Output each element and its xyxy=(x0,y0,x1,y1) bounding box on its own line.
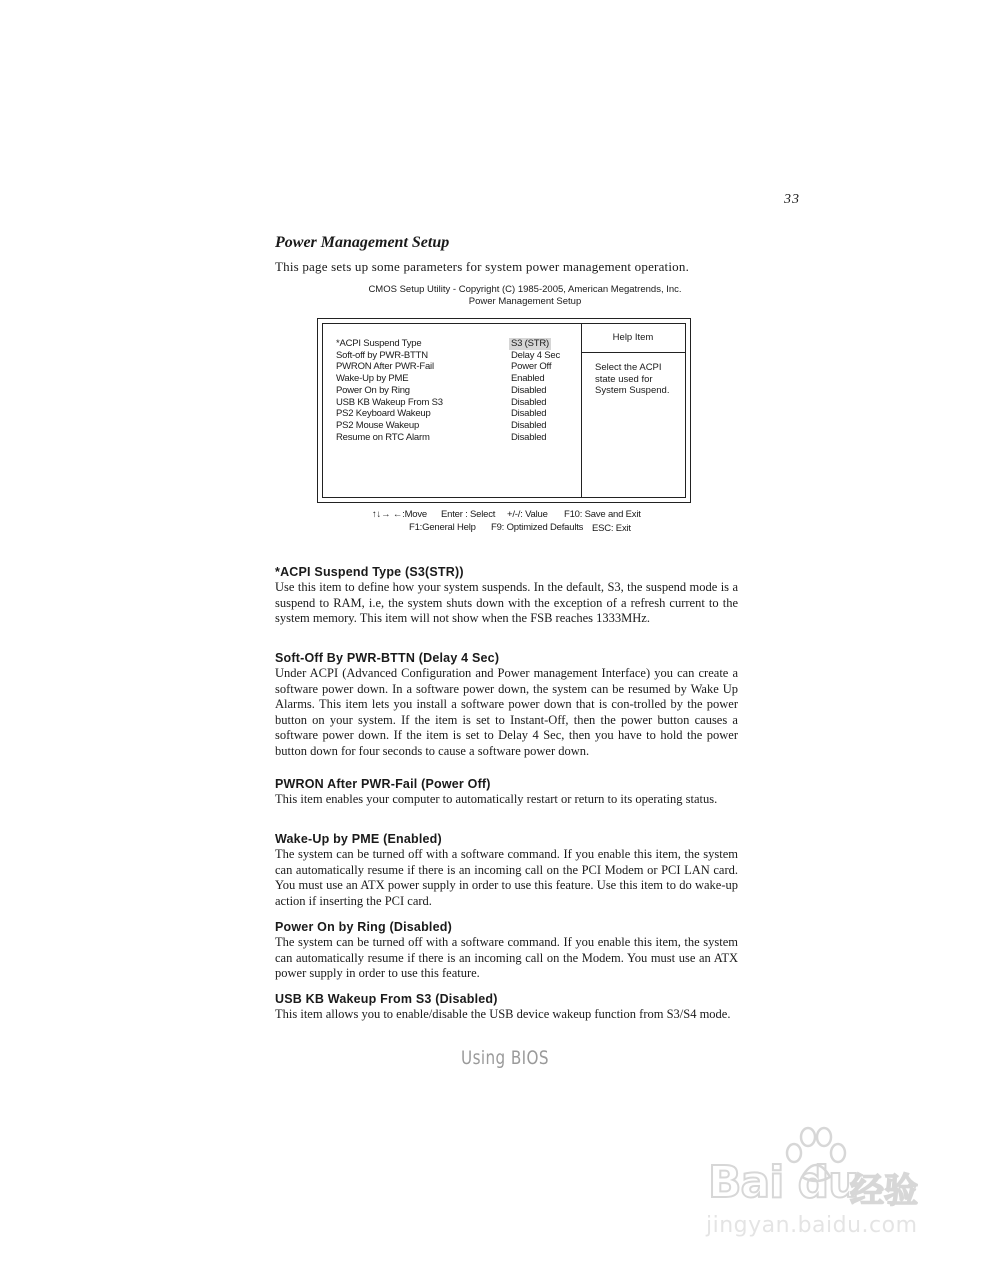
setting-label: PWRON After PWR-Fail xyxy=(336,361,434,373)
item-heading: PWRON After PWR-Fail (Power Off) xyxy=(275,777,491,791)
setting-label: Resume on RTC Alarm xyxy=(336,431,430,443)
setting-value[interactable]: Disabled xyxy=(511,419,547,431)
page-number: 33 xyxy=(784,192,800,207)
bios-caption-line-2: Power Management Setup xyxy=(468,296,582,307)
setting-value[interactable]: Disabled xyxy=(511,408,547,420)
item-usb-kb-wakeup xyxy=(275,992,738,1023)
baidu-watermark xyxy=(700,1125,940,1245)
setting-label: USB KB Wakeup From S3 xyxy=(336,396,443,408)
item-body: The system can be turned off with a software command. If you enable this item, the system can automatically resume if there is an incoming call on the PCI Modem or PCI LAN card. You must use an ATX power supply in order to use this feature. Use this item to do wake-up action if inserting the PCI card. xyxy=(275,847,738,908)
item-heading: Power On by Ring (Disabled) xyxy=(275,920,452,934)
item-soft-off xyxy=(275,651,738,760)
setting-value[interactable]: Disabled xyxy=(511,396,547,408)
bios-caption xyxy=(300,284,750,308)
item-body: Use this item to define how your system suspends. In the default, S3, the suspend mode is a suspend to RAM, i.e, the system shuts down with the exception of a refresh current to the system memory. This item will not show when the FSB reaches 1333MHz. xyxy=(275,580,738,626)
setting-label: Wake-Up by PME xyxy=(336,373,409,385)
help-panel-divider xyxy=(581,324,582,497)
watermark-url: jingyan.baidu.com xyxy=(706,1213,918,1238)
legend-select: Enter : Select xyxy=(441,509,496,520)
watermark-cn: 经验 xyxy=(850,1171,918,1211)
item-heading: Soft-Off By PWR-BTTN (Delay 4 Sec) xyxy=(275,651,500,665)
watermark-logo: Bai du xyxy=(708,1157,859,1208)
intro-text: This page sets up some parameters for system power management operation. xyxy=(275,259,690,274)
page-title: Power Management Setup xyxy=(275,234,450,251)
setting-label: *ACPI Suspend Type xyxy=(336,338,422,349)
bios-caption-line-1: CMOS Setup Utility - Copyright (C) 1985-2005, American Megatrends, Inc. xyxy=(368,284,682,295)
setting-value[interactable]: Delay 4 Sec xyxy=(511,349,561,361)
legend-value: +/-/: Value xyxy=(507,509,548,520)
setting-label: PS2 Mouse Wakeup xyxy=(336,419,420,431)
setting-label: Power On by Ring xyxy=(336,384,410,396)
help-title: Help Item xyxy=(612,332,654,343)
setting-value[interactable]: Disabled xyxy=(511,431,547,443)
setting-row[interactable] xyxy=(336,361,576,373)
bios-inner-frame xyxy=(322,323,686,498)
item-body: This item allows you to enable/disable the USB device wakeup function from S3/S4 mode. xyxy=(275,1007,731,1021)
item-body: This item enables your computer to automatically restart or return to its operating status. xyxy=(275,792,718,806)
item-body: The system can be turned off with a software command. If you enable this item, the system can automatically resume if there is an incoming call on the Modem. You must use an ATX power supply in order to use this feature. xyxy=(275,935,738,981)
help-title-divider xyxy=(581,352,685,353)
setting-row[interactable] xyxy=(336,338,576,350)
setting-value[interactable]: Disabled xyxy=(511,384,547,396)
legend-help: F1:General Help xyxy=(409,522,476,533)
setting-label: PS2 Keyboard Wakeup xyxy=(336,408,431,420)
legend-move: ↑↓→ ←:Move xyxy=(372,509,428,520)
legend-defaults: F9: Optimized Defaults xyxy=(491,522,584,533)
setting-value-selected[interactable]: S3 (STR) xyxy=(511,338,549,349)
setting-row[interactable] xyxy=(336,397,576,409)
item-pwron-after-fail xyxy=(275,777,738,808)
setting-row[interactable] xyxy=(336,432,576,444)
setting-row[interactable] xyxy=(336,373,576,385)
setting-row[interactable] xyxy=(336,350,576,362)
setting-label: Soft-off by PWR-BTTN xyxy=(336,349,428,361)
setting-value[interactable]: Enabled xyxy=(511,373,545,385)
settings-list xyxy=(336,338,576,443)
setting-row[interactable] xyxy=(336,385,576,397)
item-heading: Wake-Up by PME (Enabled) xyxy=(275,832,442,846)
chapter-footer: Using BIOS xyxy=(461,1047,549,1069)
legend-save: F10: Save and Exit xyxy=(564,509,641,520)
item-wake-up-pme xyxy=(275,832,738,909)
item-heading: USB KB Wakeup From S3 (Disabled) xyxy=(275,992,498,1006)
help-text: Select the ACPI state used for System Suspend. xyxy=(595,362,670,396)
item-power-on-ring xyxy=(275,920,738,982)
legend-exit: ESC: Exit xyxy=(592,523,631,534)
setting-value[interactable]: Power Off xyxy=(511,361,552,373)
setting-row[interactable] xyxy=(336,420,576,432)
setting-row[interactable] xyxy=(336,408,576,420)
item-acpi-suspend xyxy=(275,565,738,627)
item-body: Under ACPI (Advanced Configuration and Power management Interface) you can create a software power down. In a software power down, the system can be resumed by Wake Up Alarms. This item lets you install a software power down that is con-trolled by the power button on your system. If the item is set to Instant-Off, then the power button causes a software power down. If the item is set to Delay 4 Sec, then you have to hold the power button down for four seconds to cause a software power down. xyxy=(275,666,738,758)
item-heading: *ACPI Suspend Type (S3(STR)) xyxy=(275,565,464,579)
bios-screen xyxy=(317,318,691,503)
